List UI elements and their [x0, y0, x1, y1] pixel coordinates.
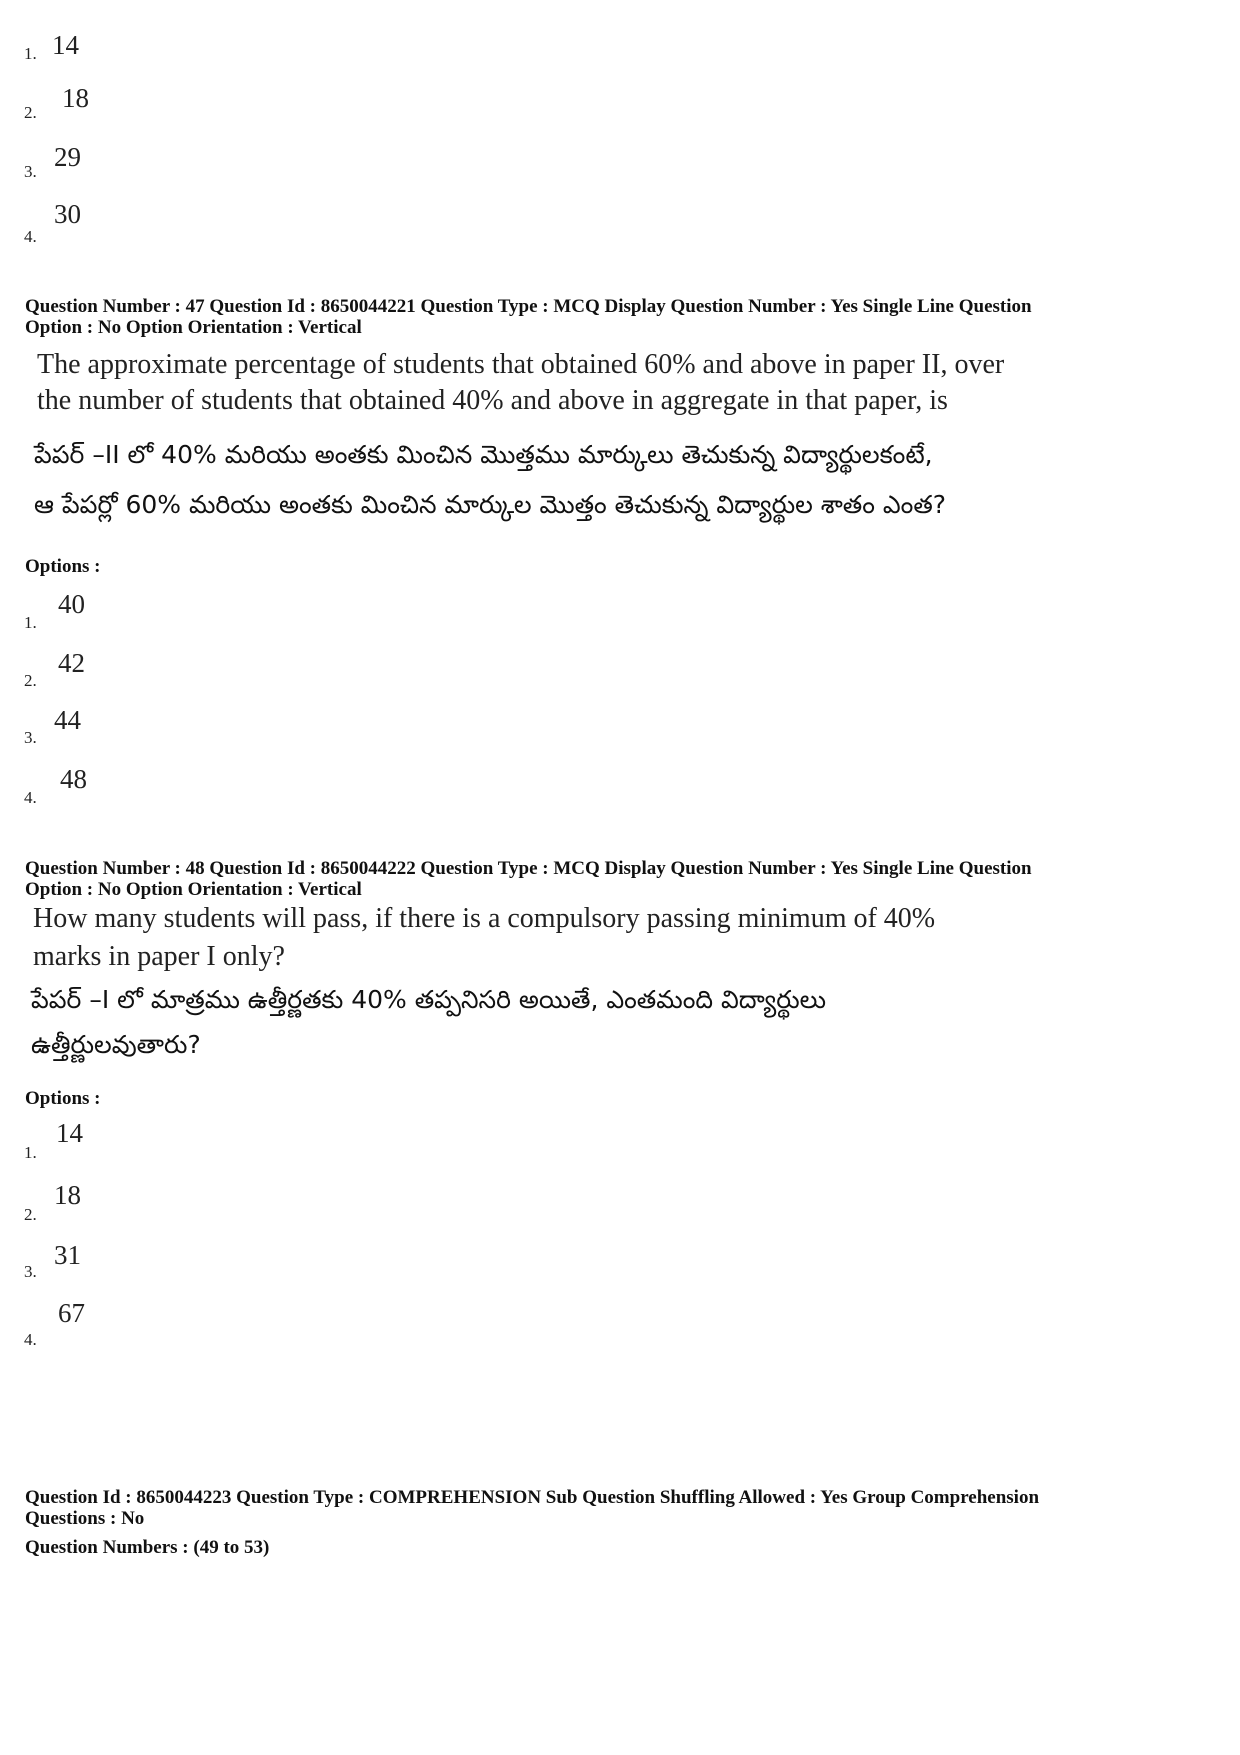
question-48-option-2-value: 18	[54, 1180, 81, 1210]
question-48-meta-line-1: Question Number : 48 Question Id : 8650044222 Question Type : MCQ Display Question Number : Yes Single Line Question	[25, 858, 1032, 879]
prev-option-2-number: 2.	[24, 103, 37, 122]
question-48-telugu-line-1: పేపర్ –I లో మాత్రము ఉత్తీర్ణతకు 40% తప్పనిసరి అయితే, ఎంతమంది విద్యార్థులు	[31, 985, 827, 1014]
question-48-option-4-number: 4.	[24, 1330, 37, 1349]
question-48-option-1-number: 1.	[24, 1143, 37, 1162]
question-47-options-label: Options :	[25, 556, 101, 577]
prev-option-4-number: 4.	[24, 227, 37, 246]
question-47-option-4-value: 48	[60, 764, 87, 794]
prev-option-2-value: 18	[62, 83, 89, 113]
question-48-meta-line-2: Option : No Option Orientation : Vertical	[25, 879, 362, 900]
question-48-option-2-number: 2.	[24, 1205, 37, 1224]
question-48-options-label: Options :	[25, 1088, 101, 1109]
prev-option-1-value: 14	[52, 30, 79, 60]
prev-option-4-value: 30	[54, 199, 81, 229]
comprehension-meta-line-1: Question Id : 8650044223 Question Type : COMPREHENSION Sub Question Shuffling Allowed : Yes Group Comprehension	[25, 1487, 1040, 1508]
question-47-meta-line-1: Question Number : 47 Question Id : 8650044221 Question Type : MCQ Display Question Number : Yes Single Line Question	[25, 296, 1032, 317]
question-47-option-2-value: 42	[58, 648, 85, 678]
comprehension-meta-line-2: Questions : No	[25, 1508, 145, 1529]
question-48-telugu-line-2: ఉత్తీర్ణులవుతారు?	[31, 1030, 201, 1059]
question-47-english-line-1: The approximate percentage of students that obtained 60% and above in paper II, over	[37, 349, 1005, 380]
question-48-option-3-value: 31	[54, 1240, 81, 1270]
question-47-meta-line-2: Option : No Option Orientation : Vertical	[25, 317, 362, 338]
question-47-option-3-number: 3.	[24, 728, 37, 747]
question-47-telugu-line-1: పేపర్ –II లో 40% మరియు అంతకు మించిన మొత్తము మార్కులు తెచుకున్న విద్యార్థులకంటే,	[34, 440, 933, 469]
question-48-option-1-value: 14	[56, 1118, 83, 1148]
question-47-option-4-number: 4.	[24, 788, 37, 807]
prev-option-1-number: 1.	[24, 44, 37, 63]
comprehension-question-numbers: Question Numbers : (49 to 53)	[25, 1537, 270, 1558]
question-48-option-4-value: 67	[58, 1298, 85, 1328]
question-48-option-3-number: 3.	[24, 1262, 37, 1281]
prev-option-3-number: 3.	[24, 162, 37, 181]
prev-option-3-value: 29	[54, 142, 81, 172]
question-47-option-2-number: 2.	[24, 671, 37, 690]
question-48-english-line-1: How many students will pass, if there is a compulsory passing minimum of 40%	[33, 903, 936, 934]
question-47-option-1-value: 40	[58, 589, 85, 619]
question-47-english-line-2: the number of students that obtained 40% and above in aggregate in that paper, is	[37, 385, 948, 416]
question-47-option-1-number: 1.	[24, 613, 37, 632]
question-47-telugu-line-2: ఆ పేపర్లో 60% మరియు అంతకు మించిన మార్కుల మొత్తం తెచుకున్న విద్యార్థుల శాతం ఎంత?	[34, 490, 947, 519]
question-47-option-3-value: 44	[54, 705, 81, 735]
question-48-english-line-2: marks in paper I only?	[33, 941, 285, 972]
